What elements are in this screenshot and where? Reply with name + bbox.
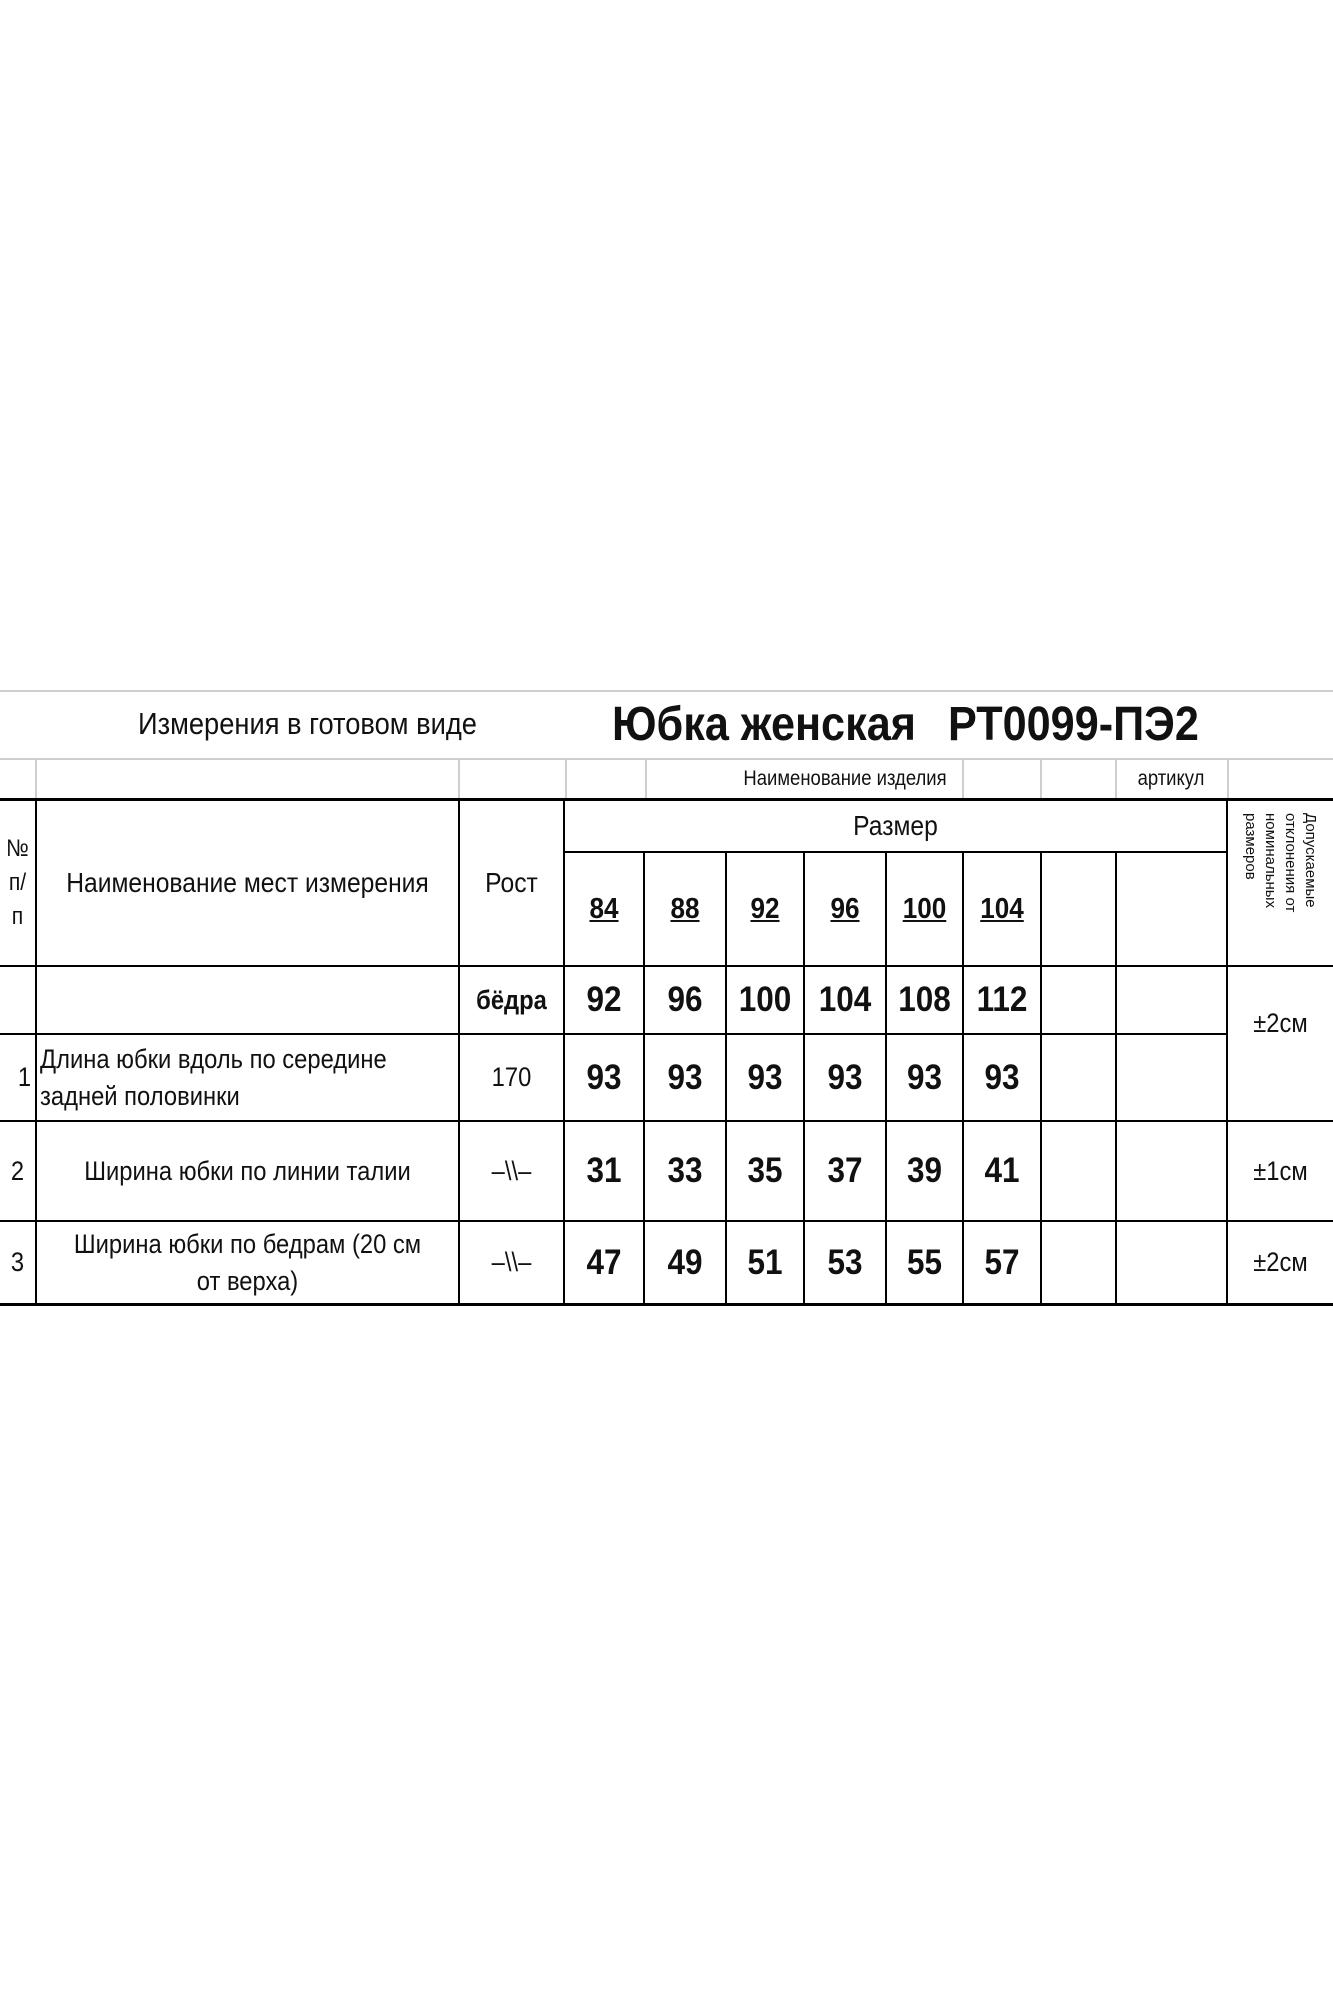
column-number-header-line: п/ <box>8 869 27 896</box>
value-cell: 57 <box>984 1242 1020 1282</box>
table-border <box>1115 853 1117 1305</box>
grid-line <box>458 760 460 798</box>
value-cell: 41 <box>984 1151 1020 1190</box>
row-number-cell: 1 <box>17 1062 32 1092</box>
column-size-header: Размер <box>853 810 938 841</box>
value-cell: 47 <box>586 1242 622 1282</box>
value-cell: 49 <box>667 1242 703 1282</box>
value-cell: 55 <box>906 1242 943 1282</box>
grid-line <box>645 760 647 798</box>
value-cell: 37 <box>827 1151 863 1190</box>
value-cell: 39 <box>906 1151 943 1190</box>
size-cell: 100 <box>902 892 947 925</box>
row-height-cell: –\\– <box>491 1247 532 1277</box>
table-border <box>725 853 727 1305</box>
row-height-cell: бёдра <box>476 984 547 1015</box>
value-cell: 93 <box>906 1057 943 1097</box>
row-number-cell: 2 <box>10 1155 25 1186</box>
grid-line <box>1040 760 1042 798</box>
value-cell: 35 <box>747 1151 783 1190</box>
column-tolerance-header <box>1228 801 1333 965</box>
table-border <box>35 798 37 1305</box>
value-cell: 104 <box>818 980 872 1019</box>
tolerance-header-line: Допускаемые <box>1302 813 1319 908</box>
table-border <box>458 798 460 1305</box>
row-number-cell: 3 <box>10 1247 25 1277</box>
value-cell: 96 <box>667 980 703 1019</box>
value-cell: 51 <box>747 1242 783 1282</box>
row-name-cell: Ширина юбки по бедрам (20 см от верха) <box>73 1228 422 1296</box>
value-cell: 93 <box>586 1057 622 1097</box>
tolerance-cell: ±1см <box>1253 1155 1308 1186</box>
table-border <box>563 798 565 1305</box>
tolerance-header-line: отклонения от <box>1282 813 1299 913</box>
value-cell: 53 <box>827 1242 863 1282</box>
article-label: артикул <box>1137 767 1205 790</box>
table-border <box>643 853 645 1305</box>
tolerance-cell: ±2см <box>1253 1247 1308 1277</box>
value-cell: 93 <box>747 1057 783 1097</box>
value-cell: 93 <box>827 1057 863 1097</box>
grid-line <box>1227 760 1229 798</box>
size-cell: 88 <box>670 892 700 925</box>
column-number-header-line: п <box>11 903 24 930</box>
row-name-cell: Ширина юбки по линии талии <box>84 1155 411 1186</box>
column-number-header-line: № <box>6 835 29 862</box>
size-cell: 84 <box>589 892 619 925</box>
tolerance-header-line: размеров <box>1242 813 1259 880</box>
row-name-cell: Длина юбки вдоль по середине задней половинки <box>40 1043 387 1111</box>
product-name-label: Наименование изделия <box>743 767 947 790</box>
tolerance-cell: ±2см <box>1253 1008 1308 1038</box>
grid-line <box>565 760 567 798</box>
row-height-cell: –\\– <box>491 1155 532 1186</box>
size-chart-sheet <box>0 690 1333 1308</box>
grid-line <box>1115 760 1117 798</box>
table-border <box>885 853 887 1305</box>
table-border <box>0 1303 1333 1306</box>
value-cell: 31 <box>586 1151 622 1190</box>
value-cell: 93 <box>667 1057 703 1097</box>
table-border <box>1040 853 1042 1305</box>
product-name: Юбка женская <box>612 697 916 751</box>
column-height-header: Рост <box>485 867 538 898</box>
grid-line <box>35 760 37 798</box>
table-border <box>803 853 805 1305</box>
value-cell: 100 <box>738 980 792 1019</box>
column-number-header <box>2 801 33 965</box>
table-border <box>962 853 964 1305</box>
measurements-title: Измерения в готовом виде <box>138 706 477 741</box>
size-cell: 92 <box>750 892 780 925</box>
column-name-header: Наименование мест измерения <box>66 867 429 898</box>
value-cell: 93 <box>984 1057 1020 1097</box>
value-cell: 112 <box>976 980 1028 1019</box>
value-cell: 33 <box>667 1151 703 1190</box>
article-number: РТ0099-ПЭ2 <box>948 697 1199 751</box>
value-cell: 92 <box>586 980 622 1019</box>
size-cell: 104 <box>980 892 1024 925</box>
tolerance-header-line: номинальных <box>1262 813 1279 909</box>
size-cell: 96 <box>830 892 860 925</box>
value-cell: 108 <box>898 980 951 1019</box>
row-height-cell: 170 <box>491 1062 532 1092</box>
